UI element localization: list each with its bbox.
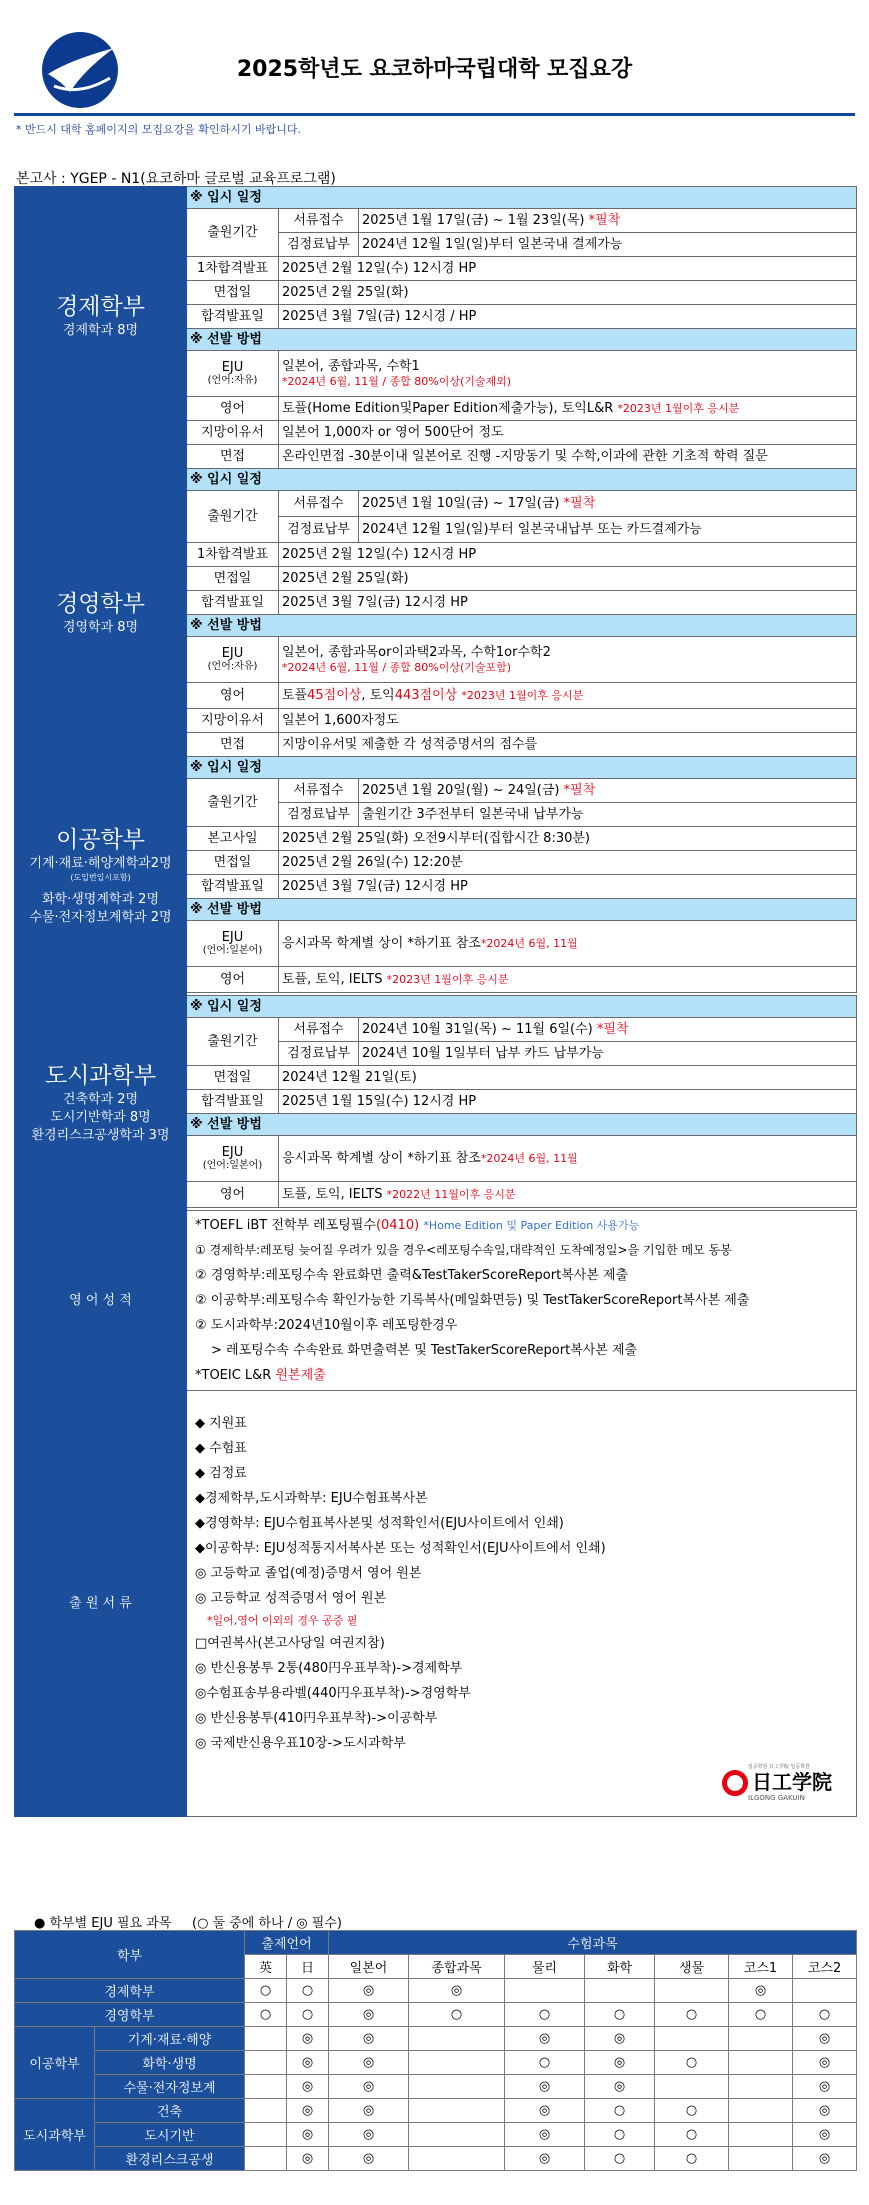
eju-h-lang: 출제언어 <box>245 1931 329 1955</box>
eju-cell: ◎ <box>793 2099 857 2123</box>
admission-table <box>14 186 857 1817</box>
label-interview: 면접 <box>187 733 279 757</box>
section-selection: ※ 선발 방법 <box>187 329 857 351</box>
eju-cell <box>655 1979 729 2003</box>
eju-cell <box>729 2123 793 2147</box>
eju-section-title: ● 학부별 EJU 필요 과목 (○ 둘 중에 하나 / ◎ 필수) <box>34 1916 342 1931</box>
dept-urban <box>15 996 187 1211</box>
label-final-result: 합격발표일 <box>187 305 279 329</box>
value-english: 토플(Home Edition및Paper Edition제출가능), 토익L&R *2023년 1월이후 응시분 <box>279 397 857 421</box>
eju-col-header: 종합과목 <box>409 1955 505 1979</box>
label-fee-payment: 검정료납부 <box>279 517 359 543</box>
eju-cell <box>409 2075 505 2099</box>
eju-cell: ○ <box>245 2003 287 2027</box>
eju-cell: ◎ <box>729 1979 793 2003</box>
dept-quota: 도시기반학과 8명 <box>50 1110 151 1125</box>
section-schedule: ※ 입시 일정 <box>187 187 857 209</box>
eju-cell: ◎ <box>329 2099 409 2123</box>
label-application-period: 출원기간 <box>187 1018 279 1066</box>
value-doc-period: 2024년 10월 31일(목) ~ 11월 6일(수) *필착 <box>359 1018 857 1042</box>
eju-cell: ◎ <box>793 2123 857 2147</box>
label-english: 영어 <box>187 1182 279 1208</box>
eju-cell: ◎ <box>409 1979 505 2003</box>
label-doc-submission: 서류접수 <box>279 779 359 803</box>
eju-cell: ◎ <box>287 2123 329 2147</box>
label-eju: EJU (언어:자유) <box>187 351 279 397</box>
section-selection: ※ 선발 방법 <box>187 1114 857 1136</box>
dept-quota: 건축학과 2명 <box>62 1092 139 1107</box>
doc-item: ◎ 반신용봉투(410円우표부착)->이공학부 <box>195 1711 438 1726</box>
eju-cell: ◎ <box>505 2099 585 2123</box>
eju-cell: ◎ <box>329 2027 409 2051</box>
label-first-result: 1차합격발표 <box>187 543 279 567</box>
dept-quota: 기계·재료·해양계학과2명 <box>29 856 172 872</box>
eju-cell: ◎ <box>793 2051 857 2075</box>
value-english: 토플, 토익, IELTS *2022년 11월이후 응시분 <box>279 1182 857 1208</box>
eju-dept-sub: 도시기반 <box>95 2123 245 2147</box>
eju-cell: ◎ <box>585 2051 655 2075</box>
eju-row <box>15 2099 857 2123</box>
label-interview-day: 면접일 <box>187 1066 279 1090</box>
eju-row <box>15 1979 857 2003</box>
eju-cell <box>729 2075 793 2099</box>
eju-cell <box>655 2075 729 2099</box>
value-final-result: 2025년 3월 7일(금) 12시경 HP <box>279 591 857 615</box>
eju-cell: ◎ <box>505 2123 585 2147</box>
section-schedule: ※ 입시 일정 <box>187 757 857 779</box>
eju-cell <box>505 1979 585 2003</box>
eju-cell: ○ <box>505 2003 585 2027</box>
eju-cell <box>245 2099 287 2123</box>
label-motivation: 지망이유서 <box>187 421 279 445</box>
label-fee-payment: 검정료납부 <box>279 803 359 827</box>
eju-col-header: 화학 <box>585 1955 655 1979</box>
eju-cell <box>245 2027 287 2051</box>
value-interview-day: 2025년 2월 25일(화) <box>279 281 857 305</box>
eju-cell: ◎ <box>287 2099 329 2123</box>
eju-cell <box>729 2147 793 2171</box>
doc-item: ◆ 지원표 <box>195 1416 247 1431</box>
label-english: 영어 <box>187 397 279 421</box>
doc-item: ◎수험표송부용라벨(440円우표부착)->경영학부 <box>195 1686 471 1701</box>
value-final-result: 2025년 1월 15일(수) 12시경 HP <box>279 1090 857 1114</box>
doc-item: ◎ 반신용봉투 2통(480円우표부착)->경제학부 <box>195 1661 463 1676</box>
value-motivation: 일본어 1,600자정도 <box>279 709 857 733</box>
dept-quota: 수물·전자정보계학과 2명 <box>29 909 172 925</box>
eju-cell <box>729 2099 793 2123</box>
eju-dept-sub: 수물·전자정보계 <box>95 2075 245 2099</box>
doc-item: ◎ 고등학교 졸업(예정)증명서 영어 원본 <box>195 1566 422 1581</box>
doc-item: ◆ 수험표 <box>195 1441 247 1456</box>
value-interview: 온라인면접 -30분이내 일본어로 진행 -지망동기 및 수학,이과에 관한 기초적 학력 질문 <box>279 445 857 469</box>
eju-dept-group: 이공학부 <box>15 2027 95 2099</box>
section-selection: ※ 선발 방법 <box>187 615 857 637</box>
eju-cell <box>729 2051 793 2075</box>
eju-cell: ○ <box>287 1979 329 2003</box>
eju-cell <box>245 2075 287 2099</box>
ilgong-ring-icon <box>722 1770 748 1796</box>
dept-name: 경제학부 <box>56 293 145 320</box>
label-final-result: 합격발표일 <box>187 875 279 899</box>
eju-cell <box>409 2051 505 2075</box>
eju-cell: ◎ <box>329 2123 409 2147</box>
eju-row <box>15 2147 857 2171</box>
value-fee: 2024년 12월 1일(일)부터 일본국내 결제가능 <box>359 233 857 257</box>
eju-cell: ◎ <box>329 2075 409 2099</box>
eju-cell: ○ <box>655 2147 729 2171</box>
documents-content <box>187 1391 857 1817</box>
dept-quota: 경제학과 8명 <box>62 322 139 338</box>
value-interview-day: 2025년 2월 25일(화) <box>279 567 857 591</box>
value-doc-period: 2025년 1월 20일(월) ~ 24일(금) *필착 <box>359 779 857 803</box>
doc-item: □여권복사(본고사당일 여권지참) <box>195 1636 385 1651</box>
eju-cell <box>245 2051 287 2075</box>
value-doc-period: 2025년 1월 17일(금) ~ 1월 23일(목) *필착 <box>359 209 857 233</box>
label-application-period: 출원기간 <box>187 209 279 257</box>
eju-h-subj: 수험과목 <box>329 1931 857 1955</box>
eju-col-header: 日 <box>287 1955 329 1979</box>
label-eju: EJU (언어:일본어) <box>187 1136 279 1182</box>
eju-cell: ○ <box>585 2147 655 2171</box>
dept-quota: 환경리스크공생학과 3명 <box>31 1128 170 1143</box>
eju-dept-name: 경제학부 <box>15 1979 245 2003</box>
eju-cell: ◎ <box>505 2027 585 2051</box>
value-first-result: 2025년 2월 12일(수) 12시경 HP <box>279 543 857 567</box>
dept-quota: 경영학과 8명 <box>62 619 139 635</box>
eju-cell: ◎ <box>287 2147 329 2171</box>
eju-cell: ◎ <box>287 2075 329 2099</box>
doc-item: ◆경영학부: EJU수험표복사본및 성적확인서(EJU사이트에서 인쇄) <box>195 1516 564 1531</box>
dept-name: 이공학부 <box>56 827 145 854</box>
eju-row <box>15 2003 857 2027</box>
doc-item: ◆경제학부,도시과학부: EJU수험표복사본 <box>195 1491 428 1506</box>
value-english: 토플45점이상, 토익443점이상 *2023년 1월이후 응시분 <box>279 683 857 709</box>
eju-cell <box>585 1979 655 2003</box>
eju-row <box>15 2027 857 2051</box>
eju-cell: ○ <box>245 1979 287 2003</box>
eju-cell <box>793 1979 857 2003</box>
eju-cell: ○ <box>409 2003 505 2027</box>
label-fee-payment: 검정료납부 <box>279 233 359 257</box>
value-final-result: 2025년 3월 7일(금) 12시경 / HP <box>279 305 857 329</box>
eju-cell: ○ <box>655 2099 729 2123</box>
dept-quota-note: (도입번입시포함) <box>70 873 131 883</box>
eju-col-header: 일본어 <box>329 1955 409 1979</box>
eju-table <box>14 1930 857 2171</box>
eju-cell <box>409 2123 505 2147</box>
eju-cell: ○ <box>585 2123 655 2147</box>
value-eju: 응시과목 학계별 상이 *하기표 참조*2024년 6월, 11월 <box>279 1136 857 1182</box>
dept-engineering <box>15 757 187 996</box>
doc-red-note: *일어,영어 이외의 경우 공증 필 <box>207 1614 358 1627</box>
eju-cell: ◎ <box>793 2147 857 2171</box>
eju-cell <box>655 2027 729 2051</box>
eju-h-dept: 학부 <box>15 1931 245 1979</box>
label-application-period: 출원기간 <box>187 491 279 543</box>
label-eju: EJU (언어:일본어) <box>187 921 279 967</box>
value-first-result: 2025년 2월 12일(수) 12시경 HP <box>279 257 857 281</box>
eju-cell <box>409 2099 505 2123</box>
label-documents: 출 원 서 류 <box>15 1391 187 1817</box>
value-exam-day: 2025년 2월 25일(화) 오전9시부터(집합시간 8:30분) <box>279 827 857 851</box>
eju-cell: ○ <box>729 2003 793 2027</box>
english-scores-content: *TOEFL iBT 전학부 레포팅필수(0410) *Home Edition 및 Paper Edition 사용가능 ① 경제학부:레포팅 늦어질 우려가 있을 경우<레포팅수속일,대략적인 도착예정일>을 기입한 메모 동봉 ② 경영학부:레포팅수속 완료화면 출력&TestTakerScoreReport복사본 제출 ② 이공학부:레포팅수속 확인가능한 기록복사(메일화면등) 및 TestTakerScoreReport복사본 제출 ② 도시과학부:2024년10월이후 레포팅한경우 > 레포팅수속 수속완료 화면출력본 및 TestTakerScoreReport복사본 제출 *TOEIC L&R 원본제출 <box>187 1211 857 1391</box>
label-first-result: 1차합격발표 <box>187 257 279 281</box>
eju-col-header: 코스1 <box>729 1955 793 1979</box>
dept-name: 경영학부 <box>56 590 145 617</box>
eju-cell: ◎ <box>329 2003 409 2027</box>
eju-dept-name: 경영학부 <box>15 2003 245 2027</box>
dept-name: 도시과학부 <box>44 1063 157 1089</box>
eju-cell: ◎ <box>505 2075 585 2099</box>
eju-cell <box>409 2147 505 2171</box>
label-doc-submission: 서류접수 <box>279 209 359 233</box>
eju-col-header: 英 <box>245 1955 287 1979</box>
label-final-result: 합격발표일 <box>187 591 279 615</box>
section-schedule: ※ 입시 일정 <box>187 469 857 491</box>
eju-cell: ○ <box>793 2003 857 2027</box>
label-motivation: 지망이유서 <box>187 709 279 733</box>
value-final-result: 2025년 3월 7일(금) 12시경 HP <box>279 875 857 899</box>
value-fee: 출원기간 3주전부터 일본국내 납부가능 <box>359 803 857 827</box>
eju-cell: ○ <box>655 2123 729 2147</box>
label-english-scores: 영 어 성 적 <box>15 1211 187 1391</box>
eju-col-header: 코스2 <box>793 1955 857 1979</box>
label-exam-day: 본고사일 <box>187 827 279 851</box>
ilgong-logo: 일공학원 日工学院 일공학원 日工学院 ILGONG GAKUIN <box>722 1764 832 1802</box>
eju-cell: ○ <box>505 2051 585 2075</box>
label-doc-submission: 서류접수 <box>279 1018 359 1042</box>
subtitle: 본고사 : YGEP - N1(요코하마 글로벌 교육프로그램) <box>16 171 336 187</box>
label-final-result: 합격발표일 <box>187 1090 279 1114</box>
eju-row <box>15 2051 857 2075</box>
eju-cell <box>409 2027 505 2051</box>
doc-item: ◆ 검정료 <box>195 1466 247 1481</box>
eju-dept-sub: 건축 <box>95 2099 245 2123</box>
eju-cell: ○ <box>585 2099 655 2123</box>
dept-economics <box>15 187 187 445</box>
eju-cell: ◎ <box>287 2027 329 2051</box>
eju-cell: ○ <box>655 2003 729 2027</box>
eju-row <box>15 2123 857 2147</box>
value-interview-day: 2024년 12월 21일(토) <box>279 1066 857 1090</box>
eju-cell: ○ <box>655 2051 729 2075</box>
header <box>0 0 869 187</box>
eju-cell <box>245 2147 287 2171</box>
eju-col-header: 물리 <box>505 1955 585 1979</box>
label-doc-submission: 서류접수 <box>279 491 359 517</box>
eju-cell: ◎ <box>585 2075 655 2099</box>
eju-cell <box>245 2123 287 2147</box>
value-eju: 일본어, 종합과목, 수학1 *2024년 6월, 11월 / 종합 80%이상(기술제외) <box>279 351 857 397</box>
eju-row <box>15 2075 857 2099</box>
page-title: 2025학년도 요코하마국립대학 모집요강 <box>236 57 633 82</box>
eju-dept-sub: 환경리스크공생 <box>95 2147 245 2171</box>
notice-text: * 반드시 대학 홈페이지의 모집요강을 확인하시기 바랍니다. <box>16 123 301 136</box>
label-interview-day: 면접일 <box>187 281 279 305</box>
eju-cell: ◎ <box>793 2075 857 2099</box>
eju-col-header: 생물 <box>655 1955 729 1979</box>
doc-item: ◎ 국제반신용우표10장->도시과학부 <box>195 1736 406 1751</box>
eju-dept-sub: 기계·재료·해양 <box>95 2027 245 2051</box>
doc-item: ◎ 고등학교 성적증명서 영어 원본 <box>195 1591 387 1606</box>
value-eju: 일본어, 종합과목or이과택2과목, 수학1or수학2 *2024년 6월, 11월 / 종합 80%이상(기술포함) <box>279 637 857 683</box>
label-application-period: 출원기간 <box>187 779 279 827</box>
eju-body <box>15 1979 857 2171</box>
value-interview: 지망이유서및 제출한 각 성적증명서의 점수를 <box>279 733 857 757</box>
label-eju: EJU (언어:자유) <box>187 637 279 683</box>
section-selection: ※ 선발 방법 <box>187 899 857 921</box>
label-fee-payment: 검정료납부 <box>279 1042 359 1066</box>
eju-cell: ◎ <box>329 2147 409 2171</box>
value-fee: 2024년 12월 1일(일)부터 일본국내납부 또는 카드결제가능 <box>359 517 857 543</box>
eju-cell: ○ <box>287 2003 329 2027</box>
value-fee: 2024년 10월 1일부터 납부 카드 납부가능 <box>359 1042 857 1066</box>
dept-business <box>15 469 187 757</box>
dept-quota: 화학·생명계학과 2명 <box>42 891 159 907</box>
value-motivation: 일본어 1,000자 or 영어 500단어 정도 <box>279 421 857 445</box>
label-interview-day: 면접일 <box>187 851 279 875</box>
value-interview-day: 2025년 2월 26일(수) 12:20분 <box>279 851 857 875</box>
eju-cell: ◎ <box>329 2051 409 2075</box>
eju-cell: ◎ <box>329 1979 409 2003</box>
value-english: 토플, 토익, IELTS *2023년 1월이후 응시분 <box>279 967 857 993</box>
eju-cell: ◎ <box>793 2027 857 2051</box>
eju-cell: ◎ <box>585 2027 655 2051</box>
value-eju: 응시과목 학계별 상이 *하기표 참조*2024년 6월, 11월 <box>279 921 857 967</box>
label-english: 영어 <box>187 967 279 993</box>
eju-cell: ○ <box>585 2003 655 2027</box>
section-schedule: ※ 입시 일정 <box>187 996 857 1018</box>
dept-economics-cont <box>15 445 187 469</box>
label-interview-day: 면접일 <box>187 567 279 591</box>
eju-cell <box>729 2027 793 2051</box>
value-doc-period: 2025년 1월 10일(금) ~ 17일(금) *필착 <box>359 491 857 517</box>
eju-cell: ◎ <box>287 2051 329 2075</box>
doc-item: ◆이공학부: EJU성적통지서복사본 또는 성적확인서(EJU사이트에서 인쇄) <box>195 1541 606 1556</box>
header-divider <box>14 113 855 116</box>
eju-dept-sub: 화학·생명 <box>95 2051 245 2075</box>
label-interview: 면접 <box>187 445 279 469</box>
label-english: 영어 <box>187 683 279 709</box>
eju-dept-group: 도시과학부 <box>15 2099 95 2171</box>
eju-cell: ◎ <box>505 2147 585 2171</box>
